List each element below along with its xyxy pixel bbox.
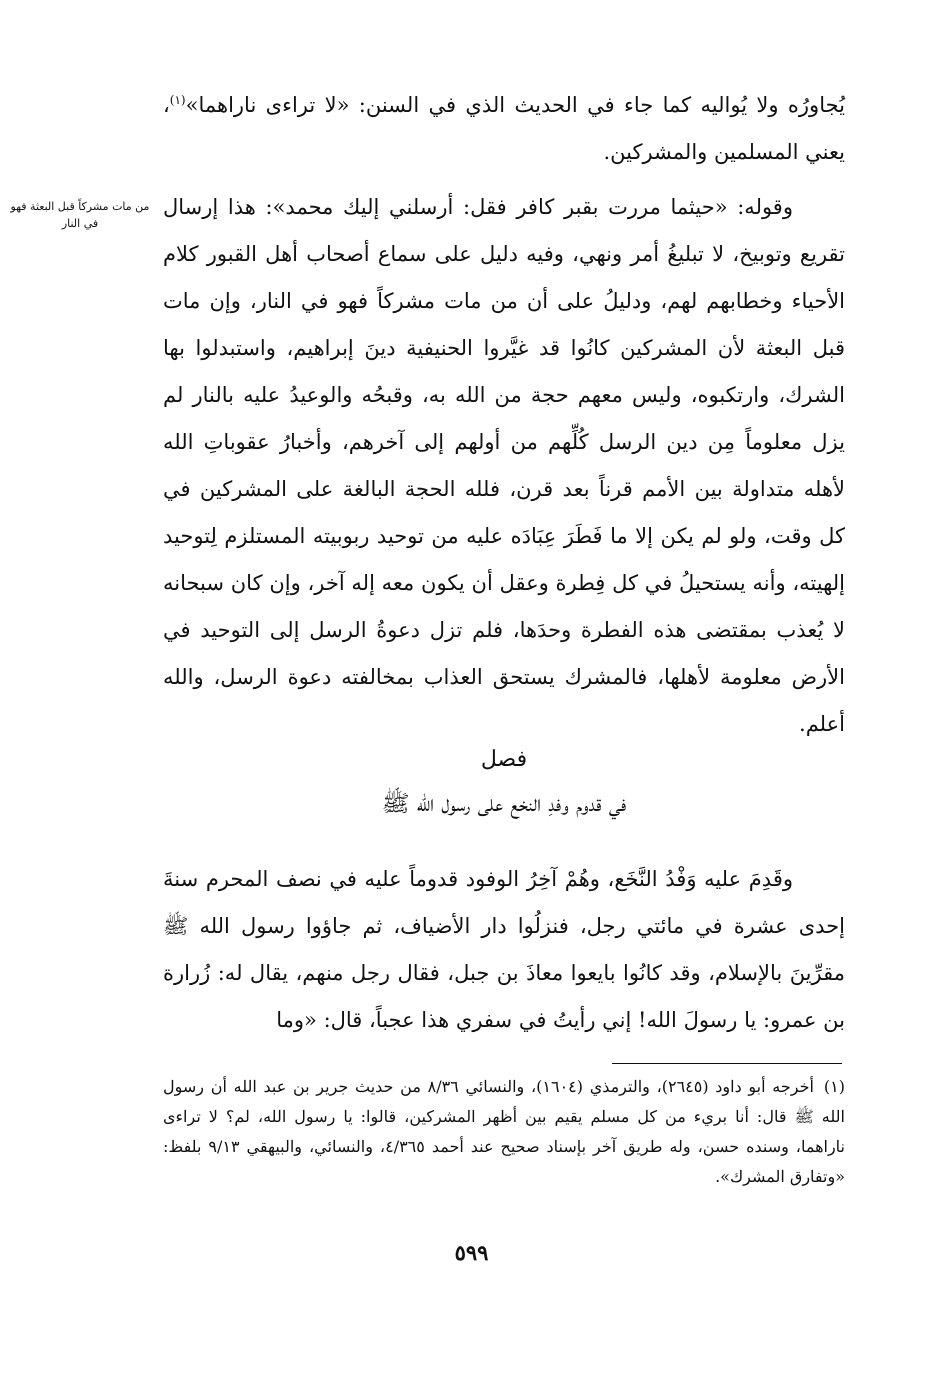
footnote-marker: (١) — [823, 1077, 845, 1096]
paragraph-text: يُجاورُه ولا يُواليه كما جاء في الحديث الذي في السنن: «لا تراءى ناراهما» — [185, 93, 845, 117]
footnotes — [163, 1072, 845, 1192]
section-text — [163, 856, 845, 1044]
margin-note: من مات مشركاً قبل البعثة فهو في النار — [10, 200, 150, 230]
section-heading — [163, 738, 845, 826]
paragraph-text-end: ، يعني المسلمين والمشركين. — [163, 93, 845, 164]
paragraph: وقوله: «حيثما مررت بقبر كافر فقل: أرسلني إليك محمد»: هذا إرسال تقريع وتوبيخ، لا تبليغُ أمر ونهي، وفيه دليل على سماع أصحاب أهل القبور كلام الأحياء وخطابهم لهم، ودليلُ على أن من مات مشركاً فهو في النار، وإن مات قبل البعثة لأن المشركين كانُوا قد غيَّروا الحنيفية دينَ إبراهيم، واستبدلوا بها الشرك، وارتكبوه، وليس معهم حجة من الله به، وقبحُه والوعيدُ عليه بالنار لم يزل معلوماً مِن دين الرسل كُلِّهم من أولهم إلى آخرهم، وأخبارُ عقوباتِ الله لأهله متداولة بين الأمم قرناً بعد قرن، فلله الحجة البالغة على المشركين في كل وقت، ولو لم يكن إلا ما فَطَرَ عِبَادَه عليه من توحيد ربوبيته المستلزم لِتوحيد إلهيته، وأنه يستحيلُ في كل فِطرة وعقل أن يكون معه إله آخر، وإن كان سبحانه لا يُعذب بمقتضى هذه الفطرة وحدَها، فلم تزل دعوةُ الرسل إلى التوحيد في الأرض معلومة لأهلها، فالمشرك يستحق العذاب بمخالفته دعوة الرسل، والله أعلم. — [163, 195, 845, 736]
footnote — [163, 1072, 845, 1192]
page-number: ٥٩٩ — [454, 1240, 489, 1265]
section-title: في قدوم وفدِ النخع على رسول الله ﷺ — [381, 791, 627, 817]
paragraph: وقَدِمَ عليه وَفْدُ النَّخَع، وهُمْ آخِرُ الوفود قدوماً عليه في نصف المحرم سنةَ إحدى عشرة في مائتي رجل، فنزلُوا دار الأضياف، ثم جاؤوا رسول الله ﷺ مقرِّينَ بالإسلام، وقد كانُوا بايعوا معاذَ بن جبل، فقال رجل منهم، يقال له: زُرارة بن عمرو: يا رسولَ الله! إني رأيتُ في سفري هذا عجباً، قال: «وما — [163, 867, 845, 1032]
section-label: فصل — [480, 747, 528, 772]
main-text — [163, 82, 845, 748]
footnote-text: أخرجه أبو داود (٢٦٤٥)، والترمذي (١٦٠٤)، والنسائي ٨/٣٦ من حديث جرير بن عبد الله أن رسول الله ﷺ قال: أنا بريء من كل مسلم يقيم بين أظهر المشركين، قالوا: يا رسول الله، لم؟ لا تراءى ناراهما، وسنده حسن، وله طريق آخر بإسناد صحيح عند أحمد ٤/٣٦٥، والنسائي، والبيهقي ٩/١٣ بلفظ: «وتفارق المشرك». — [163, 1077, 846, 1186]
footnote-divider — [612, 1063, 842, 1064]
paragraph-continuation — [163, 82, 845, 176]
footnote-reference[interactable]: (١) — [169, 93, 186, 107]
